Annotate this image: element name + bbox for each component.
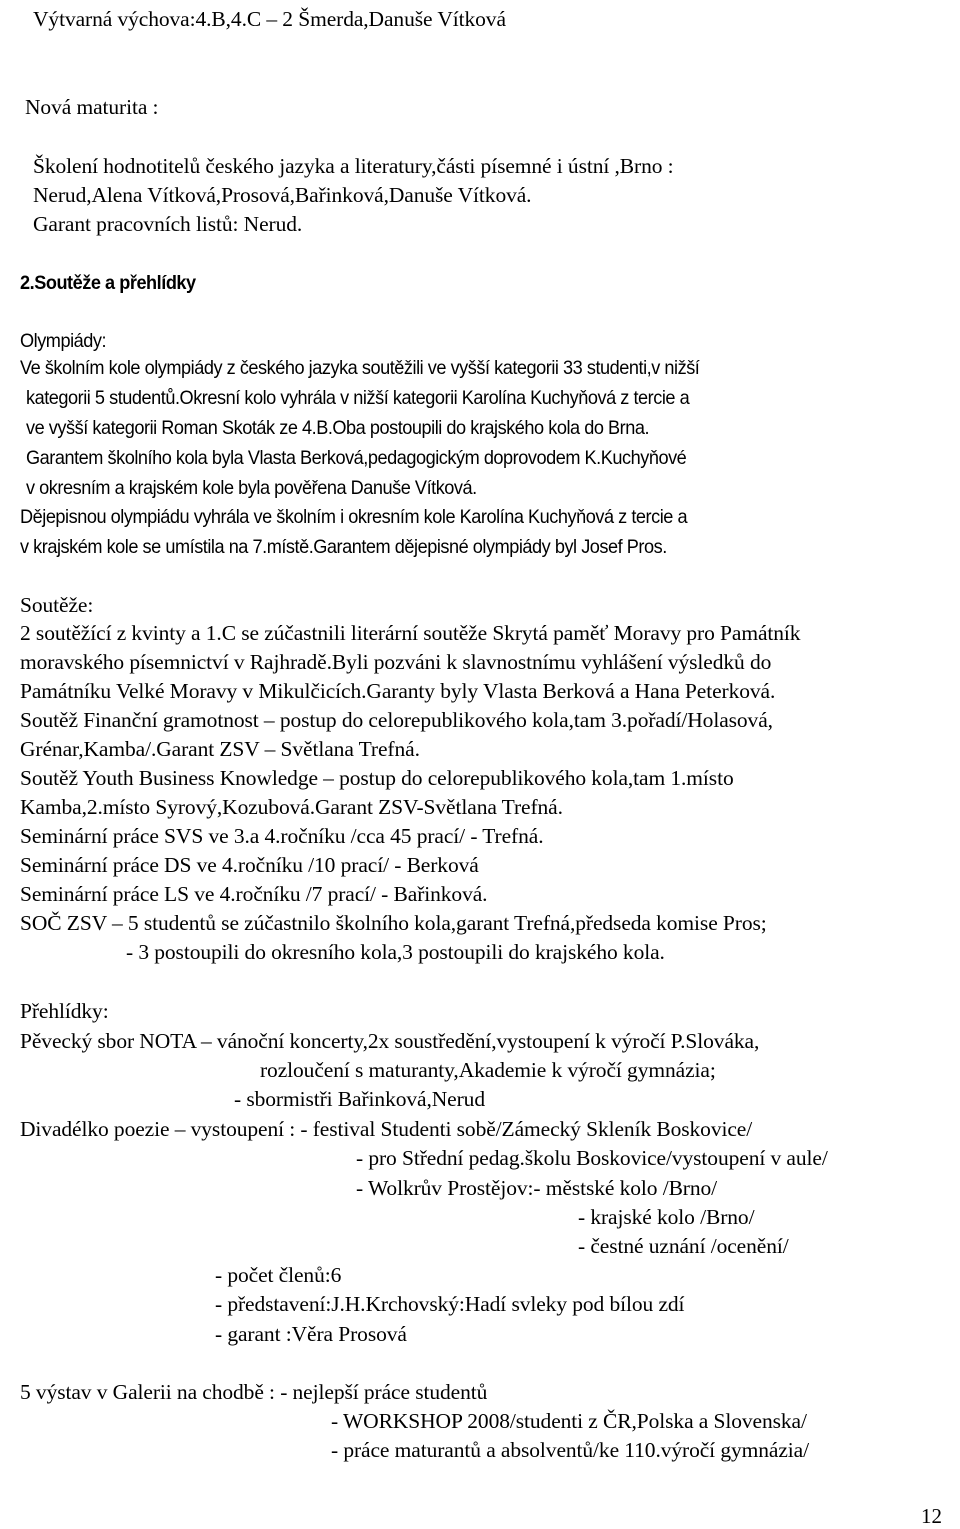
prehlidky-line: - Wolkrův Prostějov:- městské kolo /Brno/: [356, 1176, 718, 1200]
olympiady-line: Garantem školního kola byla Vlasta Berková,pedagogickým doprovodem K.Kuchyňové: [26, 447, 687, 469]
souteze-heading: Soutěže:: [20, 593, 94, 617]
prehlidky-heading: Přehlídky:: [20, 999, 109, 1023]
section-title: 2.Soutěže a přehlídky: [20, 272, 196, 294]
prehlidky-line: rozloučení s maturanty,Akademie k výročí gymnázia;: [260, 1058, 716, 1082]
nova-maturita-line: Nerud,Alena Vítková,Prosová,Bařinková,Danuše Vítková.: [33, 183, 532, 207]
header-title: Výtvarná výchova:4.B,4.C – 2 Šmerda,Danuše Vítková: [33, 7, 506, 31]
souteze-line: Seminární práce DS ve 4.ročníku /10 prací/ - Berková: [20, 853, 479, 877]
souteze-line: Památníku Velké Moravy v Mikulčicích.Garanty byly Vlasta Berková a Hana Peterková.: [20, 679, 776, 703]
olympiady-heading: Olympiády:: [20, 330, 107, 352]
nova-maturita-line: Garant pracovních listů: Nerud.: [33, 212, 303, 236]
nova-maturita-heading: Nová maturita :: [25, 95, 159, 119]
page-number: 12: [921, 1504, 942, 1528]
prehlidky-line: Divadélko poezie – vystoupení : - festival Studenti sobě/Zámecký Skleník Boskovice/: [20, 1117, 753, 1141]
nova-maturita-line: Školení hodnotitelů českého jazyka a literatury,části písemné i ústní ,Brno :: [33, 154, 674, 178]
vystavy-line: - práce maturantů a absolventů/ke 110.výročí gymnázia/: [331, 1438, 809, 1462]
prehlidky-line: - sbormistři Bařinková,Nerud: [234, 1087, 485, 1111]
olympiady-line: v krajském kole se umístila na 7.místě.Garantem dějepisné olympiády byl Josef Pros.: [20, 536, 667, 558]
vystavy-line: 5 výstav v Galerii na chodbě : - nejlepší práce studentů: [20, 1380, 488, 1404]
souteze-line: - 3 postoupili do okresního kola,3 postoupili do krajského kola.: [126, 940, 665, 964]
prehlidky-line: - čestné uznání /ocenění/: [578, 1234, 789, 1258]
olympiady-line: ve vyšší kategorii Roman Skoták ze 4.B.Oba postoupili do krajského kola do Brna.: [26, 417, 650, 439]
prehlidky-line: Pěvecký sbor NOTA – vánoční koncerty,2x soustředění,vystoupení k výročí P.Slováka,: [20, 1029, 760, 1053]
souteze-line: moravského písemnictví v Rajhradě.Byli pozváni k slavnostnímu vyhlášení výsledků do: [20, 650, 772, 674]
souteze-line: 2 soutěžící z kvinty a 1.C se zúčastnili literární soutěže Skrytá paměť Moravy pro Památník: [20, 621, 801, 645]
olympiady-line: v okresním a krajském kole byla pověřena Danuše Vítková.: [26, 477, 477, 499]
souteze-line: Kamba,2.místo Syrový,Kozubová.Garant ZSV-Světlana Trefná.: [20, 795, 563, 819]
souteze-line: Grénar,Kamba/.Garant ZSV – Světlana Trefná.: [20, 737, 420, 761]
olympiady-line: Dějepisnou olympiádu vyhrála ve školním i okresním kole Karolína Kuchyňová z tercie a: [20, 506, 688, 528]
prehlidky-line: - krajské kolo /Brno/: [578, 1205, 755, 1229]
souteze-line: Soutěž Youth Business Knowledge – postup do celorepublikového kola,tam 1.místo: [20, 766, 734, 790]
prehlidky-line: - garant :Věra Prosová: [215, 1322, 407, 1346]
souteze-line: Soutěž Finanční gramotnost – postup do celorepublikového kola,tam 3.pořadí/Holasová,: [20, 708, 773, 732]
prehlidky-line: - představení:J.H.Krchovský:Hadí svleky pod bílou zdí: [215, 1292, 685, 1316]
souteze-line: Seminární práce SVS ve 3.a 4.ročníku /cca 45 prací/ - Trefná.: [20, 824, 544, 848]
olympiady-line: Ve školním kole olympiády z českého jazyka soutěžili ve vyšší kategorii 33 studenti,v nižší: [20, 357, 700, 379]
prehlidky-line: - počet členů:6: [215, 1263, 342, 1287]
vystavy-line: - WORKSHOP 2008/studenti z ČR,Polska a Slovenska/: [331, 1409, 807, 1433]
olympiady-line: kategorii 5 studentů.Okresní kolo vyhrála v nižší kategorii Karolína Kuchyňová z tercie a: [26, 387, 690, 409]
souteze-line: Seminární práce LS ve 4.ročníku /7 prací/ - Bařinková.: [20, 882, 488, 906]
prehlidky-line: - pro Střední pedag.školu Boskovice/vystoupení v aule/: [356, 1146, 828, 1170]
souteze-line: SOČ ZSV – 5 studentů se zúčastnilo školního kola,garant Trefná,předseda komise Pros;: [20, 911, 767, 935]
